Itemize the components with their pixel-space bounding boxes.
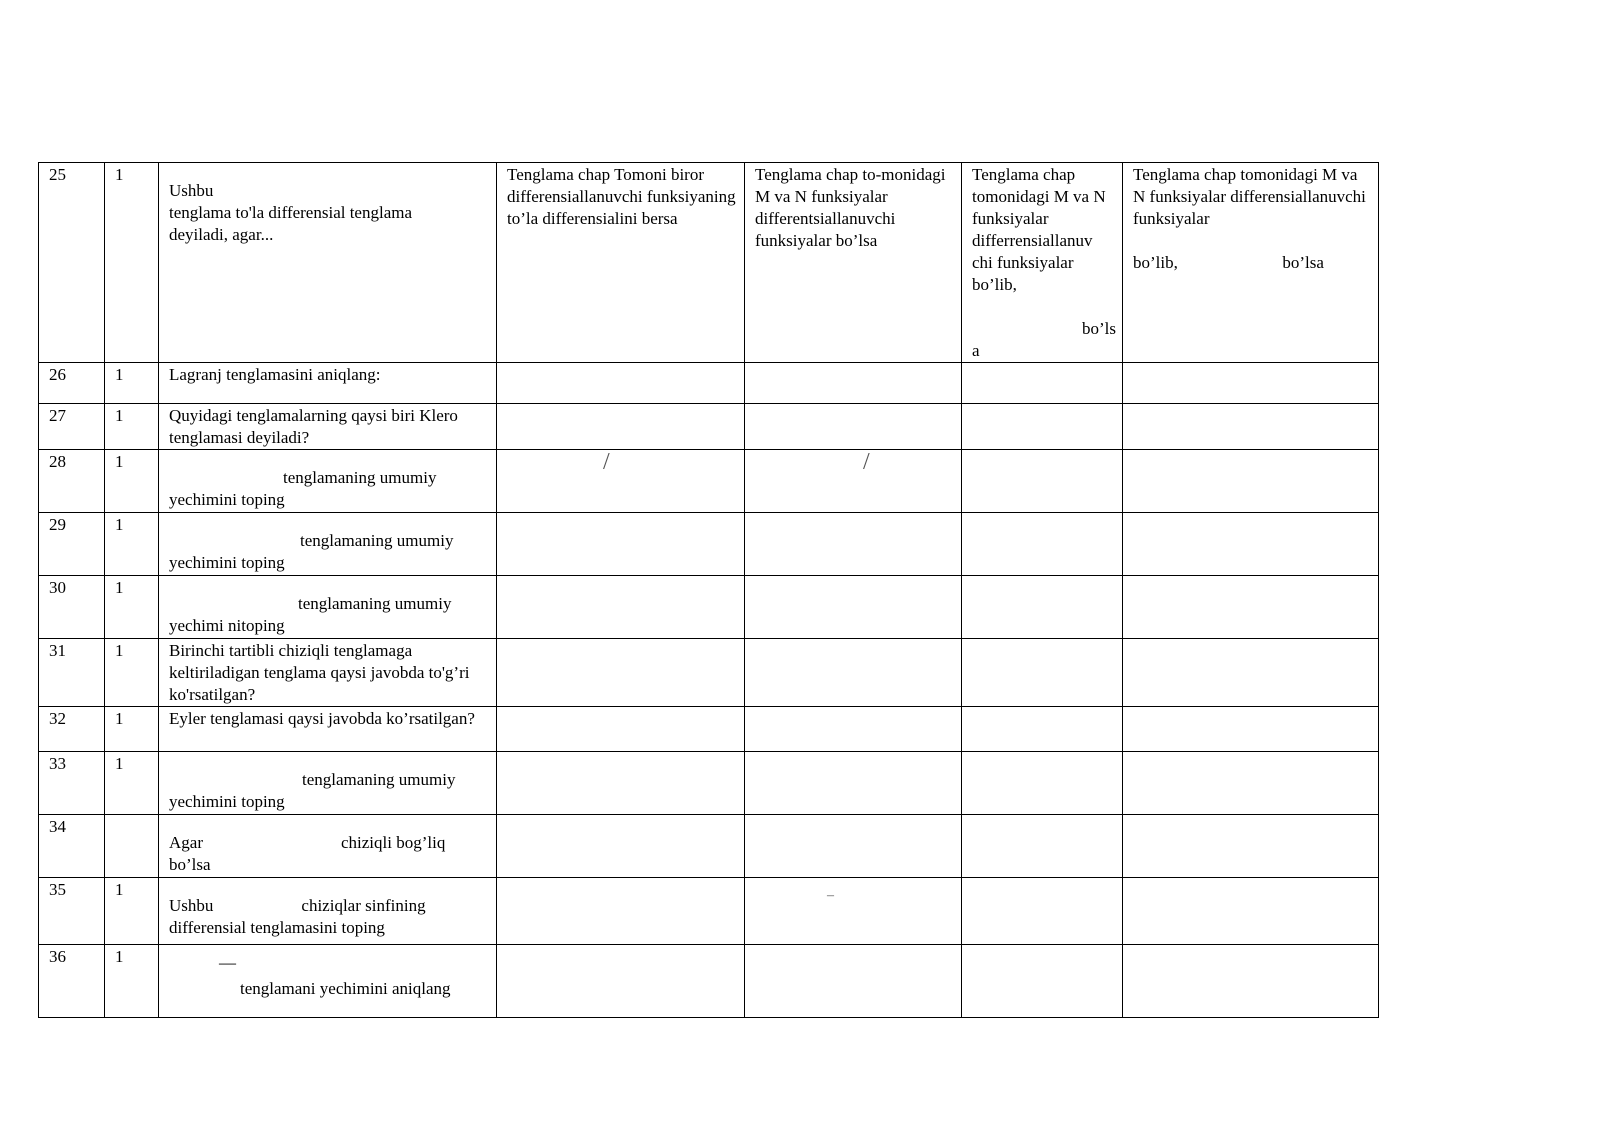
question-text: Ushbu bbox=[169, 181, 214, 200]
table-row bbox=[39, 576, 1379, 639]
row-score: 1 bbox=[105, 707, 159, 752]
question-cell bbox=[159, 752, 497, 815]
answer-c-cell bbox=[962, 639, 1123, 707]
row-score: 1 bbox=[105, 450, 159, 513]
answer-c-cell bbox=[962, 513, 1123, 576]
question-cell: Birinchi tartibli chiziqli tenglamaga keltiriladigan tenglama qaysi javobda to'g’ri ko'rsatilgan? bbox=[159, 639, 497, 707]
answer-a-cell bbox=[497, 752, 745, 815]
row-number: 25 bbox=[39, 163, 105, 363]
row-score: 1 bbox=[105, 513, 159, 576]
row-number: 34 bbox=[39, 815, 105, 878]
question-cell bbox=[159, 815, 497, 878]
question-text: yechimini toping bbox=[169, 792, 285, 811]
answer-text: Tenglama chap tomonidagi M va N funksiyalar differrensiallanuv chi funksiyalar bo’lib, bbox=[972, 165, 1106, 294]
table-row bbox=[39, 639, 1379, 707]
question-cell bbox=[159, 945, 497, 1018]
table-row bbox=[39, 707, 1379, 752]
question-text: bo’lsa bbox=[169, 855, 211, 874]
row-score bbox=[105, 815, 159, 878]
answer-d-cell bbox=[1123, 639, 1379, 707]
question-text: chiziqli bog’liq bbox=[340, 833, 446, 852]
question-cell: Eyler tenglamasi qaysi javobda ko’rsatilgan? bbox=[159, 707, 497, 752]
row-number: 35 bbox=[39, 878, 105, 945]
question-cell bbox=[159, 513, 497, 576]
question-text: tenglamaning umumiy bbox=[283, 468, 437, 487]
question-cell bbox=[159, 450, 497, 513]
answer-c-cell bbox=[962, 815, 1123, 878]
answer-b-cell bbox=[745, 363, 962, 404]
row-number: 36 bbox=[39, 945, 105, 1018]
question-text: Ushbu bbox=[169, 896, 214, 915]
row-number: 27 bbox=[39, 404, 105, 450]
row-number: 28 bbox=[39, 450, 105, 513]
row-score: 1 bbox=[105, 363, 159, 404]
answer-text: bo’lsa bbox=[1282, 253, 1324, 272]
table-row bbox=[39, 752, 1379, 815]
row-number: 31 bbox=[39, 639, 105, 707]
row-score: 1 bbox=[105, 404, 159, 450]
row-number: 30 bbox=[39, 576, 105, 639]
answer-b-cell bbox=[745, 815, 962, 878]
question-cell: Lagranj tenglamasini aniqlang: bbox=[159, 363, 497, 404]
answer-d-cell bbox=[1123, 363, 1379, 404]
answer-a-cell bbox=[497, 450, 745, 513]
question-text: chiziqlar sinfining bbox=[301, 896, 426, 915]
answer-a-cell bbox=[497, 707, 745, 752]
question-text: differensial tenglamasini toping bbox=[169, 918, 385, 937]
formula-fragment: – bbox=[827, 888, 834, 903]
answer-d-cell bbox=[1123, 752, 1379, 815]
answer-a-cell: Tenglama chap Tomoni biror differensiallanuvchi funksiyaning to’la differensialini bersa bbox=[497, 163, 745, 363]
row-number: 32 bbox=[39, 707, 105, 752]
answer-c-cell bbox=[962, 363, 1123, 404]
answer-a-cell bbox=[497, 878, 745, 945]
answer-d-cell bbox=[1123, 815, 1379, 878]
answer-d-cell bbox=[1123, 576, 1379, 639]
answer-text: a bbox=[972, 341, 980, 360]
answer-d-cell bbox=[1123, 945, 1379, 1018]
row-number: 33 bbox=[39, 752, 105, 815]
answer-b-cell bbox=[745, 878, 962, 945]
question-text: yechimi nitoping bbox=[169, 616, 285, 635]
answer-b-cell bbox=[745, 945, 962, 1018]
answer-d-cell bbox=[1123, 450, 1379, 513]
table-row bbox=[39, 363, 1379, 404]
table-row bbox=[39, 513, 1379, 576]
question-text: deyiladi, agar... bbox=[169, 225, 274, 244]
answer-d-cell bbox=[1123, 707, 1379, 752]
answer-text: bo’ls bbox=[1082, 319, 1116, 338]
answer-d-cell bbox=[1123, 404, 1379, 450]
answer-c-cell bbox=[962, 576, 1123, 639]
answer-b-cell bbox=[745, 707, 962, 752]
formula-fragment: / bbox=[603, 449, 610, 475]
table-row bbox=[39, 404, 1379, 450]
table-row bbox=[39, 815, 1379, 878]
answer-a-cell bbox=[497, 513, 745, 576]
answer-b-cell bbox=[745, 404, 962, 450]
answer-c-cell bbox=[962, 163, 1123, 363]
question-cell bbox=[159, 576, 497, 639]
answer-a-cell bbox=[497, 945, 745, 1018]
questions-table bbox=[38, 162, 1379, 1018]
answer-a-cell bbox=[497, 639, 745, 707]
question-cell bbox=[159, 878, 497, 945]
question-text: tenglamaning umumiy bbox=[298, 594, 452, 613]
row-score: 1 bbox=[105, 576, 159, 639]
row-score: 1 bbox=[105, 639, 159, 707]
table-row bbox=[39, 945, 1379, 1018]
question-cell: Quyidagi tenglamalarning qaysi biri Klero tenglamasi deyiladi? bbox=[159, 404, 497, 450]
row-score: 1 bbox=[105, 945, 159, 1018]
answer-b-cell bbox=[745, 639, 962, 707]
answer-text: bo’lib, bbox=[1133, 253, 1178, 272]
answer-a-cell bbox=[497, 576, 745, 639]
row-score: 1 bbox=[105, 878, 159, 945]
table-row bbox=[39, 450, 1379, 513]
answer-c-cell bbox=[962, 945, 1123, 1018]
question-text: yechimini toping bbox=[169, 553, 285, 572]
row-score: 1 bbox=[105, 163, 159, 363]
answer-b-cell bbox=[745, 752, 962, 815]
question-text: tenglamani yechimini aniqlang bbox=[240, 979, 451, 998]
answer-b-cell bbox=[745, 576, 962, 639]
row-score: 1 bbox=[105, 752, 159, 815]
question-cell bbox=[159, 163, 497, 363]
question-text: tenglamaning umumiy bbox=[300, 531, 454, 550]
formula-fragment: / bbox=[863, 449, 870, 475]
question-text: Agar bbox=[169, 833, 203, 852]
answer-d-cell bbox=[1123, 878, 1379, 945]
answer-c-cell bbox=[962, 404, 1123, 450]
answer-b-cell bbox=[745, 513, 962, 576]
question-text: yechimini toping bbox=[169, 490, 285, 509]
answer-c-cell bbox=[962, 450, 1123, 513]
table-row bbox=[39, 163, 1379, 363]
answer-b-cell bbox=[745, 450, 962, 513]
table-row bbox=[39, 878, 1379, 945]
answer-text: Tenglama chap tomonidagi M va N funksiyalar differensiallanuvchi funksiyalar bbox=[1133, 165, 1366, 228]
answer-b-cell: Tenglama chap to-monidagi M va N funksiyalar differentsiallanuvchi funksiyalar bo’lsa bbox=[745, 163, 962, 363]
answer-d-cell bbox=[1123, 513, 1379, 576]
answer-c-cell bbox=[962, 752, 1123, 815]
row-number: 26 bbox=[39, 363, 105, 404]
answer-a-cell bbox=[497, 363, 745, 404]
question-text: tenglamaning umumiy bbox=[302, 770, 456, 789]
answer-d-cell bbox=[1123, 163, 1379, 363]
row-number: 29 bbox=[39, 513, 105, 576]
answer-a-cell bbox=[497, 404, 745, 450]
answer-c-cell bbox=[962, 878, 1123, 945]
answer-a-cell bbox=[497, 815, 745, 878]
formula-fragment: — bbox=[219, 953, 236, 972]
question-text: tenglama to'la differensial tenglama bbox=[169, 203, 413, 222]
answer-c-cell bbox=[962, 707, 1123, 752]
